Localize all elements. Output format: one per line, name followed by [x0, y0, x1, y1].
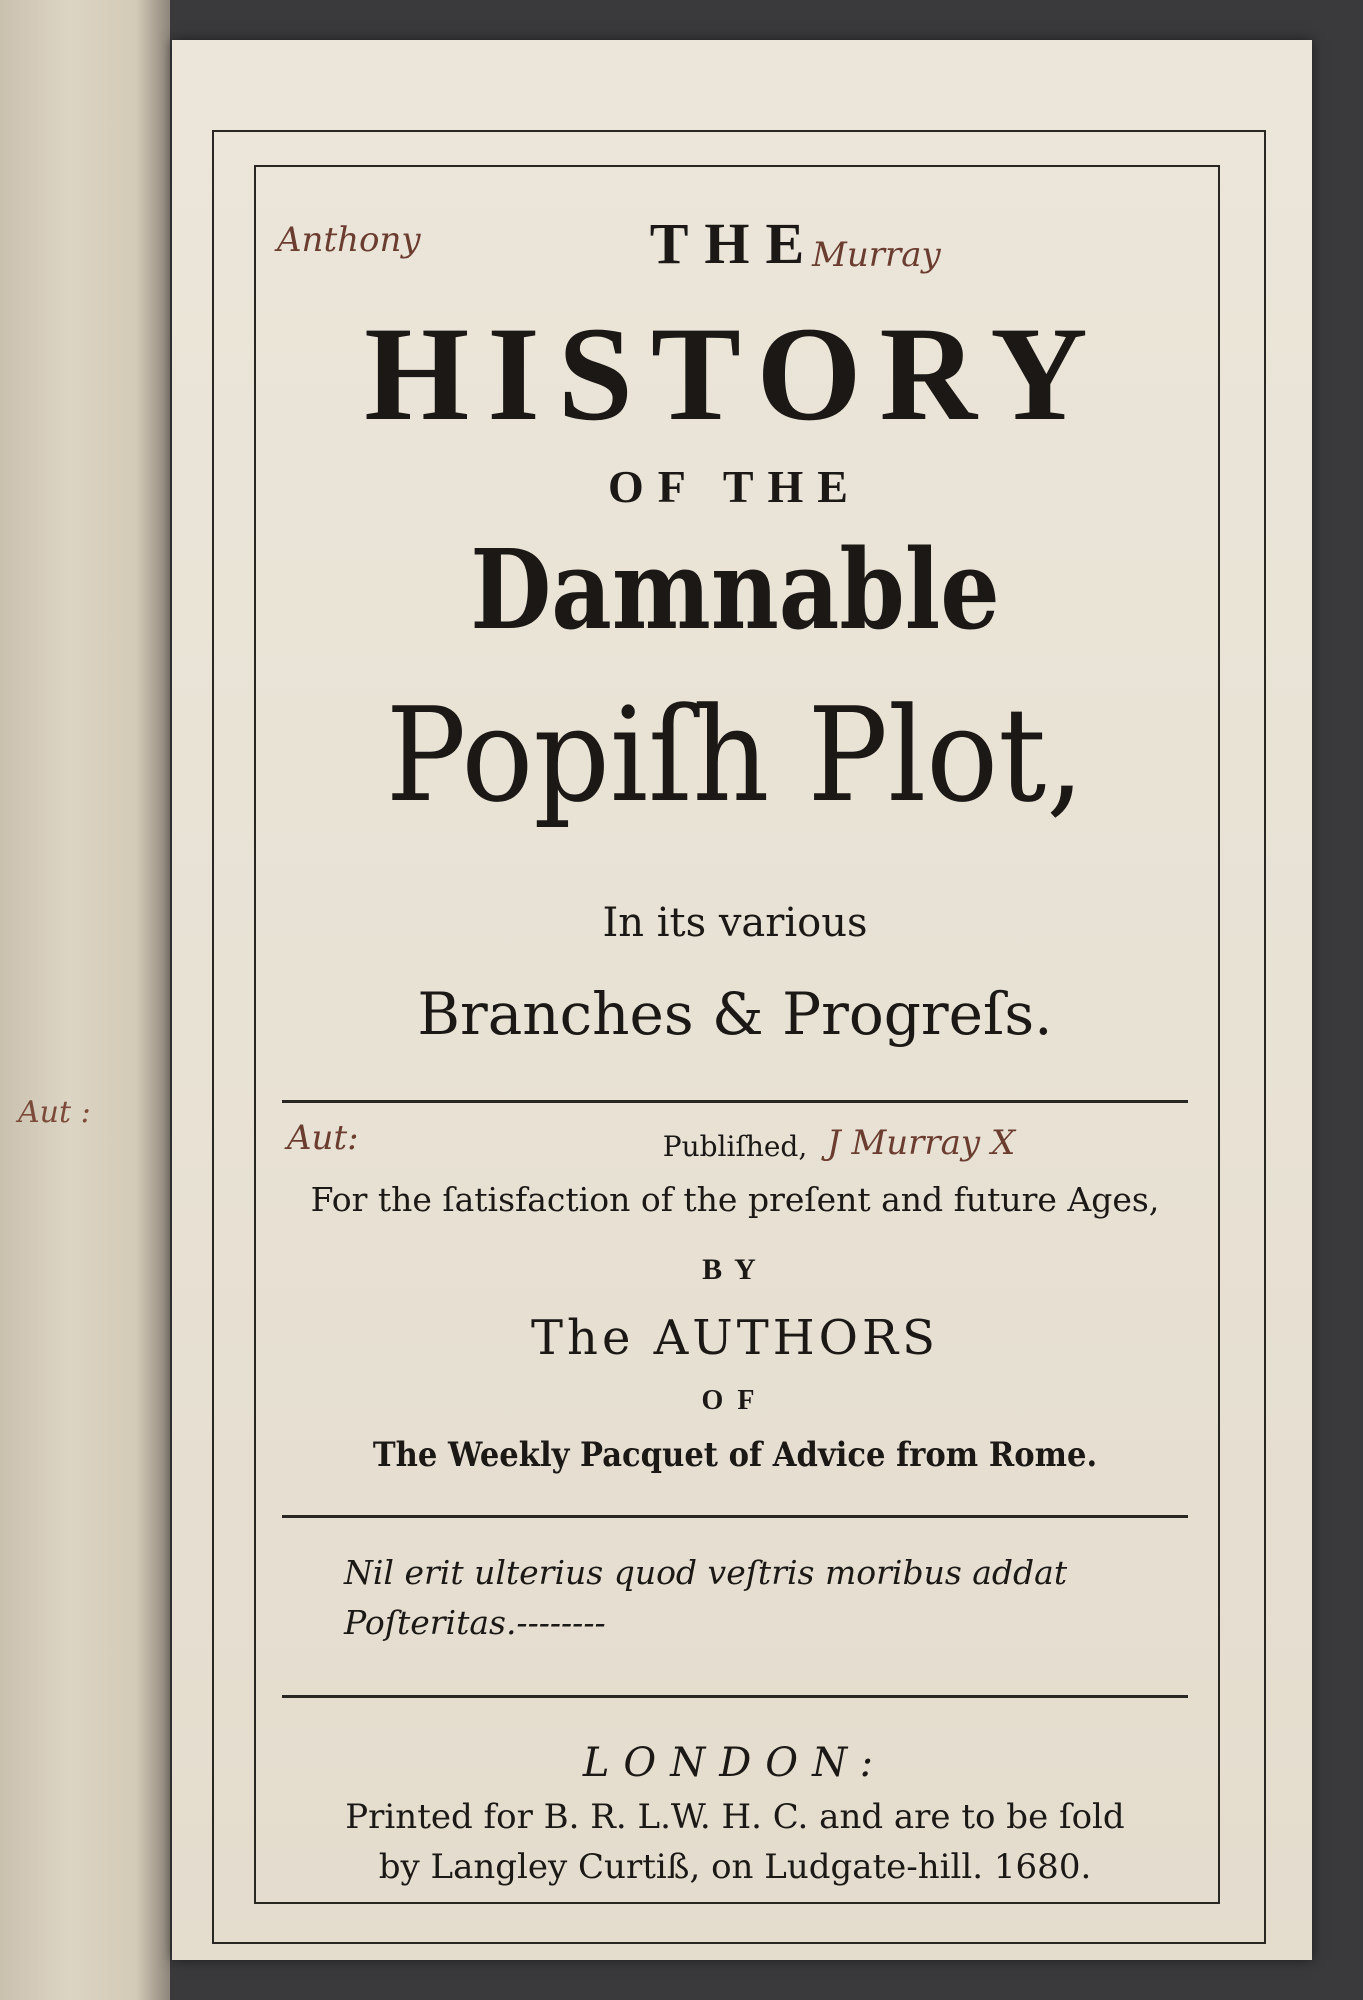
handwritten-aut: Aut: [287, 1118, 359, 1158]
motto-line-2: Poſteritas.-------- [344, 1603, 606, 1642]
title-the: THE [649, 211, 821, 276]
subtitle-in-its-various: In its various [602, 900, 868, 946]
divider-rule [282, 1515, 1188, 1518]
title-page [172, 40, 1312, 1960]
title-popish-plot: Popiſh Plot, [385, 679, 1085, 831]
facing-page [0, 0, 170, 2000]
of-label: OF [701, 1385, 769, 1416]
imprint [254, 1792, 1216, 1892]
divider-rule [282, 1100, 1188, 1103]
handwritten-murray: J Murray X [827, 1123, 1016, 1163]
imprint-line-2: by Langley Curtiß, on Ludgate-hill. 1680. [378, 1847, 1092, 1887]
the-authors: The AUTHORS [531, 1310, 939, 1366]
satisfaction-line: For the ſatisfaction of the preſent and future Ages, [310, 1180, 1160, 1219]
divider-rule [282, 1695, 1188, 1698]
weekly-pacquet-title: The Weekly Pacquet of Advice from Rome. [372, 1435, 1098, 1475]
published-label: Publiſhed, [662, 1130, 808, 1163]
title-history: HISTORY [364, 300, 1106, 449]
imprint-city: LONDON: [582, 1740, 888, 1786]
handwritten-name-left: Anthony [277, 220, 421, 260]
left-marginalia: Aut : [18, 1095, 91, 1130]
handwritten-name-right: Murray [812, 235, 941, 275]
latin-motto [344, 1548, 1164, 1648]
subtitle-branches: Branches & Progreſs. [417, 980, 1053, 1048]
motto-line-1: Nil erit ulterius quod veſtris moribus addat [344, 1553, 1068, 1592]
imprint-line-1: Printed for B. R. L.W. H. C. and are to be ſold [345, 1797, 1125, 1837]
title-damnable: Damnable [470, 525, 1000, 654]
by-label: BY [702, 1253, 768, 1286]
title-of-the: OF THE [608, 461, 862, 512]
